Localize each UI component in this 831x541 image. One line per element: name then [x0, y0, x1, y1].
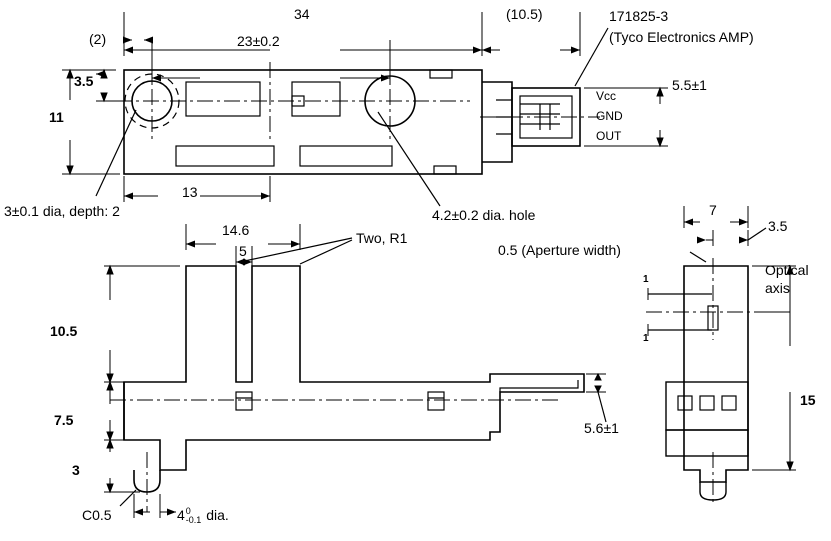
dim-body-width: 11 — [49, 109, 64, 125]
pin-label-gnd: GND — [596, 109, 623, 123]
dim-height-lower: 7.5 — [54, 412, 74, 428]
top-view-outline — [124, 70, 580, 174]
dim-slot-width: 5 — [239, 243, 247, 259]
boss-dia-suffix: dia. — [206, 507, 229, 524]
note-aperture-width: 0.5 (Aperture width) — [498, 242, 621, 258]
dim-hole-pitch: 23±0.2 — [237, 33, 280, 49]
dim-slot-outer: 14.6 — [222, 222, 250, 238]
connector-part-number: 171825-3 — [609, 8, 669, 24]
top-view-centerlines — [116, 62, 600, 140]
side-view-outline — [124, 266, 584, 492]
dim-height-upper: 10.5 — [50, 323, 78, 339]
label-optical-axis-line2: axis — [765, 280, 790, 296]
side-view-centerlines — [110, 400, 560, 512]
front-view-outline — [666, 266, 748, 500]
dim-tab-height: 5.6±1 — [584, 420, 619, 436]
label-optical-axis-line1: Optical — [765, 262, 809, 278]
dim-top-edge: 3.5 — [74, 73, 94, 89]
aperture-tick-top: 1 — [643, 274, 649, 285]
note-through-hole: 4.2±0.2 dia. hole — [432, 207, 536, 223]
dim-front-height: 15 — [800, 392, 816, 408]
top-view-leaders — [96, 28, 608, 206]
dim-front-offset: 3.5 — [768, 218, 788, 234]
note-chamfer: C0.5 — [82, 507, 112, 523]
dim-boss-height: 3 — [72, 462, 80, 478]
dim-edge-offset: (2) — [89, 31, 107, 47]
boss-dia-value: 4 — [177, 507, 185, 524]
connector-manufacturer: (Tyco Electronics AMP) — [609, 29, 754, 45]
dim-front-width: 7 — [709, 202, 717, 218]
boss-tol-upper: 0 — [185, 506, 191, 516]
aperture-tick-bottom: 1 — [643, 333, 649, 344]
note-two-r1: Two, R1 — [356, 230, 408, 246]
pin-label-out: OUT — [596, 129, 622, 143]
dim-boss-diameter — [177, 507, 229, 526]
pin-label-vcc: Vcc — [596, 89, 617, 103]
boss-tol-lower: -0.1 — [185, 515, 202, 526]
dim-connector-height: 5.5±1 — [672, 77, 707, 93]
dim-overall-length: 34 — [294, 6, 310, 22]
note-counterbore: 3±0.1 dia, depth: 2 — [4, 203, 120, 219]
side-view-dimensions — [104, 224, 606, 518]
dim-hole-left-offset: 13 — [182, 184, 198, 200]
dim-connector-length: (10.5) — [506, 6, 543, 22]
